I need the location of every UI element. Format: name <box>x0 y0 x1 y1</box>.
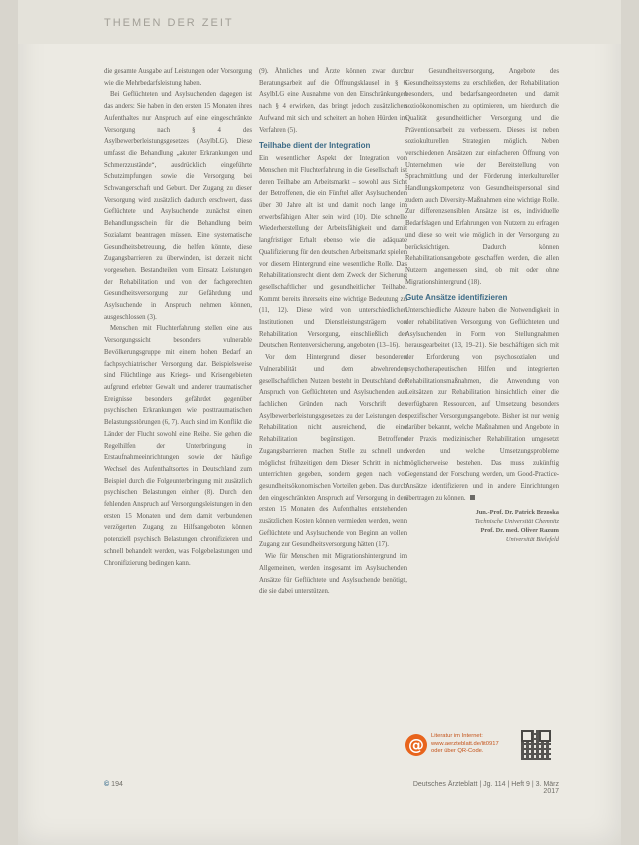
paragraph: die gesamte Ausgabe auf Leistungen oder Vorsorgung wie die Mehrbedarfsleistung haben. <box>104 68 252 87</box>
at-sign-icon: @ <box>405 734 427 756</box>
author-name: Prof. Dr. med. Oliver Razum <box>480 527 559 535</box>
magazine-page <box>18 0 621 845</box>
subheading: Gute Ansätze identifizieren <box>405 293 508 303</box>
header-bar <box>18 0 621 44</box>
paragraph <box>405 305 559 504</box>
column-2 <box>259 66 407 598</box>
author-block <box>405 508 559 544</box>
column-3 <box>405 66 559 544</box>
paragraph: (9). Ähnliches und Ärzte können zwar durch Beratungsarbeit auf die Öffnungsklausel in § 6 AsylbLG eine Ausnahme von den Einschränkungen nach § 4 erwirken, das bringt jedoch zusätzlichen Aufwand mit sich und scheitert an hohen Hürden im Verfahren (5). <box>259 68 407 134</box>
end-of-article-mark <box>470 495 475 500</box>
section-title: THEMEN DER ZEIT <box>104 17 234 29</box>
author-affiliation: Technische Universität Chemnitz <box>474 518 559 526</box>
literature-qr-note: oder über QR-Code. <box>431 748 484 755</box>
paragraph: Wie für Menschen mit Migrationshintergrund im Allgemeinen, werden insgesamt im Asylsuchenden Ansätze für Geflüchtete und Asylsuchende benötigt, die sie dabei unterstützen. <box>259 553 407 596</box>
paragraph: zur Gesundheitsversorgung, Angebote des Gesundheitssystems zu erschließen, der Rehabilitation besonders, und bedarfsangeordneten und damit sozioökonomischen zu optimieren, um hierdurch die Qualität gesundheitlicher Versorgung und die Präventionsarbeit zu verbessern. Dieses ist neben soziokulturellen Strategien möglich. Neben verschiedenen Ansätzen zur einfacheren Öffnung von Unternehmen wie der Bereitstellung von Sprachmittlung und der Förderung interkultureller Handlungskompetenz von Gesundheitspersonal sind zudem auch Diversity-Maßnahmen eine wichtige Rolle. Zur differenzsensiblen Ansätze ist es, individuelle Bedarfslagen und Erfahrungen von Nutzern zu erfragen und diese so weit wie möglich in der Versorgung zu berücksichtigen. Dadurch können Rehabilitationsangebote geschaffen werden, die allen Nutzern angemessen sind, ob mit oder ohne Migrationshintergrund (18). <box>405 68 559 286</box>
page-number: 194 <box>111 781 123 788</box>
subheading: Teilhabe dient der Integration <box>259 141 371 151</box>
qr-code-icon[interactable] <box>521 730 551 760</box>
page-marker-icon: © <box>104 781 110 788</box>
paragraph: Ein wesentlicher Aspekt der Integration von Menschen mit Fluchterfahrung in die Gesellschaft ist deren Teilhabe am Arbeitsmarkt – sowohl aus Sicht der Betroffenen, die ein Fünftel aller Asylsuchenden über 30 Jahre alt ist und damit noch lange im erwerbsfähigen Alter sein wird (10). Die schnelle Wiederherstellung der Arbeitsfähigkeit und damit langfristiger Erhalt ebenso wie die adäquate Qualifizierung für den deutschen Arbeitsmarkt spielen vor diesem Hintergrund eine wesentliche Rolle. Das Rehabilitationsrecht dient dem Zweck der Sicherung gesellschaftlicher und gesundheitlicher Teilhabe. Kommt bereits ihrerseits eine wichtige Bedeutung zu (11, 12). Diese wird von unterschiedlichen Institutionen und Dienstleistungsträgern von Rehabilitation Versorgung, einschließlich der Deutschen Rentenversicherung, angeboten (13–16). <box>259 155 407 350</box>
footer-page-number <box>104 781 123 793</box>
literature-label: Literatur im Internet: <box>431 733 483 739</box>
footer-publication: Deutsches Ärzteblatt | Jg. 114 | Heft 9 | 3. März 2017 <box>412 781 559 795</box>
literature-box <box>405 732 559 762</box>
literature-link[interactable]: www.aerzteblatt.de/lit0917 <box>431 740 499 747</box>
paragraph: Bei Geflüchteten und Asylsuchenden dagegen ist das anders: Sie haben in den ersten 15 Monaten ihres Aufenthaltes nur Anspruch auf eine eingeschränkte Versorgung nach § 4 des Asylbewerberleistungsgesetzes (AsylbLG). Diese umfasst die Behandlung „akuter Erkrankungen und Schmerzzustände“, ausdrücklich eingeführte Schutzimpfungen sowie die Versorgung bei Schwangerschaft und Geburt. Der Zugang zu dieser Versorgung wird zusätzlich dadurch erschwert, dass Geflüchtete und Asylsuchende zunächst einen Behandlungsschein für die Behandlung beim Sozialamt beantragen müssen. Eine systematische Gesundheitsbetreuung, die helfen könnte, diese Zugangsbarrieren zu überwinden, ist derzeit nicht vorgesehen. Bestandteilen vom Einsatz Leistungen der Rehabilitation und von der fachgerechten Gesundheitsversorgung zur Gefährdung und Asylsuchende in Anspruch nehmen können, ausgeschlossen (3). <box>104 91 252 321</box>
paragraph: Vor dem Hintergrund dieser besonderen Vulnerabilität und dem abwehrenden gesellschaftlichen Nutzen besteht in Deutschland der Anspruch von Geflüchteten und Asylsuchenden aus fachlichen Gründen nach Vorschrift des Asylbewerberleistungsgesetzes zu der Leistungen der Rehabilitation nicht ausreichend, die eine Rehabilitation begünstigen. Betroffene Zugangsbarrieren machen Stelle zu schnell und möglichst frühzeitigen dem Dieser Schritt in nicht unterrichten gegeben, sondern gegen nach vor gesundheitsökonomischen Vorteilen geben. Das durch den eingeschränkten Anspruch auf Versorgung in den ersten 15 Monaten des Aufenthaltes entstehenden zusätzlichen Kosten können vermieden werden, wenn Geflüchtete und Asylsuchende von Beginn an vollen Zugang zur Gesundheitsversorgung hätten (17). <box>259 354 407 549</box>
author-affiliation: Universität Bielefeld <box>505 536 559 544</box>
author-name: Jun.-Prof. Dr. Patrick Brzoska <box>475 509 559 517</box>
column-1 <box>104 66 252 569</box>
literature-text <box>431 733 519 756</box>
paragraph-text: Unterschiedliche Akteure haben die Notwendigkeit in der rehabilitativen Versorgung von Geflüchteten und Asylsuchenden in Form von Stellungnahmen herausgearbeitet (13, 19–21). Sie beschäftigen sich mit der Erforderung von psychosozialen und psychotherapeutischen Hilfen und integrierten Rehabilitationsmaßnahmen, die Anwendung von Leitsätzen zur Rehabilitation hinsichtlich einer die verfügbaren Ressourcen, auf Umsetzung besonders spezifischer Versorgungsangebote. Bisher ist nur wenig darüber bekannt, welche Maßnahmen und Angebote in der Praxis medizinischer Rehabilitation umgesetzt werden und welche Umsetzungsprobleme möglicherweise bestehen. Das muss zukünftig Gegenstand der Forschung werden, um Good-Practice-Ansätze identifizieren und in andere Einrichtungen übertragen zu können. <box>405 307 559 502</box>
paragraph: Menschen mit Fluchterfahrung stellen eine aus Versorgungssicht besonders vulnerable Bevölkerungsgruppe mit einem hohen Bedarf an fachpsychiatrischer Versorgung dar. Beispielsweise sind Flüchtlinge aus Kriegs- und Krisengebieten aufgrund erlebter Gewalt und anderer traumatischer Ereignisse besonders gefährdet gegenüber psychischen Erkrankungen wie posttraumatischen Belastungsstörungen (6, 7). Auch sind im Konflikt die Länder der Flucht sowohl eine Reihe. Sie gehen die Regelhilfen der Unterbringung in Erstaufnahmeeinrichtungen sowie der häufige Wechsel des Aufenthaltsortes in Deutschland zum Beispiel durch die Folgeunterbringung mit zusätzlich psychischen Belastungen einher (8). Durch den fehlenden Anspruch auf Versorgungsleistungen in den ersten 15 Monaten und dem damit verbundenen verzögerten Zugang zu Hilfsangeboten können potenziell psychisch Belastungen chronifizieren und schnell behandelt werden, was Folgebelastungen und Chronifizierung bedingen kann. <box>104 325 252 567</box>
